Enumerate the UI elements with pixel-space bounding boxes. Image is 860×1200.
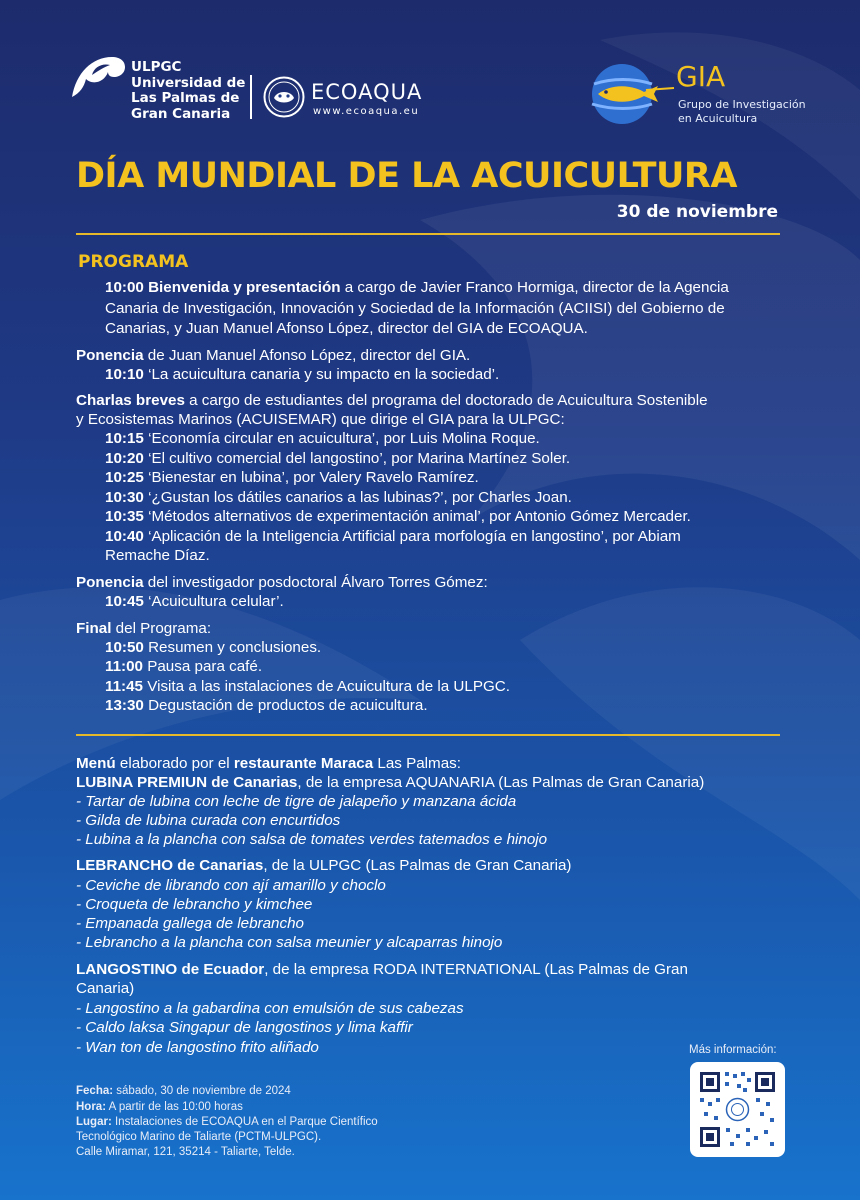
final-text: Pausa para café. [143,658,263,675]
talk-item [105,528,681,547]
ponencia-2-talk [105,593,284,612]
ponencia-1 [76,347,470,366]
ecoaqua-url: www.ecoaqua.eu [313,106,420,117]
lugar-line [76,1115,378,1130]
welcome-line-1 [105,279,729,298]
dish-item: - Gilda de lubina curada con encurtidos [76,812,341,829]
ponencia-1-title: ‘La acuicultura canaria y su impacto en la sociedad’. [143,366,500,383]
logo-divider [250,75,252,119]
final-text: Visita a las instalaciones de Acuicultura de la ULPGC. [143,678,510,695]
dish-item: - Caldo laksa Singapur de langostinos y lima kaffir [76,1019,413,1036]
qr-code-card[interactable] [690,1062,785,1157]
ecoaqua-name: ECOAQUA [311,80,423,104]
fecha-label: Fecha: [76,1085,114,1097]
fecha-value: sábado, 30 de noviembre de 2024 [113,1085,291,1097]
ponencia-2-bold: Ponencia [76,574,144,591]
langostino-bold: LANGOSTINO de Ecuador [76,961,265,978]
talk-item [105,450,570,469]
dish-item: - Lubina a la plancha con salsa de tomates verdes tatemados e hinojo [76,831,548,848]
charlas-line-2: y Ecosistemas Marinos (ACUISEMAR) que dirige el GIA para la ULPGC: [76,411,565,428]
gia-subtitle-line-2: en Acuicultura [678,112,758,125]
talk-text: ‘Economía circular en acuicultura’, por Luis Molina Roque. [143,430,540,447]
hora-line [76,1100,243,1115]
ulpgc-line-2: Universidad de [131,74,246,91]
welcome-line-2: Canaria de Investigación, Innovación y Sociedad de la Información (ACIISI) del Gobierno de [105,300,725,317]
menu-intro-end: Las Palmas: [373,755,461,772]
talk-item [105,489,572,508]
final-time: 13:30 [105,697,144,714]
charlas-bold: Charlas breves [76,392,185,409]
talk-text: ‘Bienestar en lubina’, por Valery Ravelo Ramírez. [143,469,479,486]
welcome-bold: Bienvenida y presentación [148,279,341,296]
final-time: 11:45 [105,678,144,695]
ulpgc-line-4: Gran Canaria [131,105,231,122]
talk-text: ‘Métodos alternativos de experimentación animal’, por Antonio Gómez Mercader. [143,508,691,525]
lubina-rest: , de la empresa AQUANARIA (Las Palmas de Gran Canaria) [297,774,705,791]
title-divider [76,233,780,235]
hora-value: A partir de las 10:00 horas [106,1101,243,1113]
ulpgc-line-1: ULPGC [131,59,182,75]
ponencia-2-title: ‘Acuicultura celular’. [143,593,284,610]
menu-restaurant: restaurante Maraca [233,755,374,772]
ponencia-1-time: 10:10 [105,366,144,383]
gia-fish-globe-icon [588,60,676,128]
hora-label: Hora: [76,1101,107,1113]
dish-item: - Wan ton de langostino frito aliñado [76,1039,319,1056]
ecoaqua-seal-icon [263,76,305,118]
talk-continuation: Remache Díaz. [105,547,210,564]
talk-time: 10:40 [105,528,144,545]
charlas-line-1 [76,392,708,411]
dish-item: - Croqueta de lebrancho y kimchee [76,896,313,913]
final-rest: del Programa: [111,620,212,637]
ponencia-1-talk [105,366,499,385]
talk-time: 10:15 [105,430,144,447]
talk-item [105,469,479,488]
dish-item: - Lebrancho a la plancha con salsa meunier y alcaparras hinojo [76,934,503,951]
final-item [105,697,428,716]
qr-label: Más información: [689,1044,777,1056]
menu-intro-mid: elaborado por el [115,755,234,772]
charlas-rest: a cargo de estudiantes del programa del doctorado de Acuicultura Sostenible [184,392,708,409]
qr-code-icon [690,1062,785,1157]
ulpgc-logo-icon [70,53,126,99]
lugar-label: Lugar: [76,1116,112,1128]
ponencia-2-rest: del investigador posdoctoral Álvaro Torres Gómez: [143,574,488,591]
menu-intro [76,755,461,774]
welcome-line-3: Canarias, y Juan Manuel Afonso López, director del GIA de ECOAQUA. [105,320,588,337]
ponencia-1-rest: de Juan Manuel Afonso López, director del GIA. [143,347,471,364]
final-heading [76,620,211,639]
ponencia-1-bold: Ponencia [76,347,144,364]
ulpgc-line-3: Las Palmas de [131,90,240,106]
langostino-rest: , de la empresa RODA INTERNATIONAL (Las Palmas de Gran [264,961,688,978]
page-title: DÍA MUNDIAL DE LA ACUICULTURA [76,156,737,196]
talk-time: 10:25 [105,469,144,486]
talk-item [105,430,540,449]
menu-intro-bold: Menú [76,755,116,772]
lebrancho-heading [76,857,571,876]
langostino-heading-line-2: Canaria) [76,980,135,997]
lebrancho-bold: LEBRANCHO de Canarias [76,857,264,874]
lebrancho-rest: , de la ULPGC (Las Palmas de Gran Canaria) [263,857,572,874]
welcome-rest: a cargo de Javier Franco Hormiga, director de la Agencia [340,279,729,296]
event-date: 30 de noviembre [616,202,778,222]
lugar-line-3: Calle Miramar, 121, 35214 - Taliarte, Telde. [76,1146,295,1158]
talk-time: 10:20 [105,450,144,467]
lubina-bold: LUBINA PREMIUN de Canarias [76,774,298,791]
dish-item: - Empanada gallega de lebrancho [76,915,304,932]
final-item [105,639,321,658]
langostino-heading [76,961,688,980]
ulpgc-logo-text [131,60,245,122]
dish-item: - Ceviche de librando con ají amarillo y choclo [76,877,386,894]
talk-time: 10:30 [105,489,144,506]
ponencia-2-time: 10:45 [105,593,144,610]
dish-item: - Langostino a la gabardina con emulsión de sus cabezas [76,1000,464,1017]
talk-text: ‘¿Gustan los dátiles canarios a las lubinas?’, por Charles Joan. [143,489,572,506]
final-item [105,678,510,697]
final-bold: Final [76,620,112,637]
talk-time: 10:35 [105,508,144,525]
final-text: Degustación de productos de acuicultura. [143,697,428,714]
menu-divider [76,734,780,736]
welcome-time: 10:00 [105,279,144,296]
programa-heading: PROGRAMA [78,252,189,272]
final-time: 10:50 [105,639,144,656]
dish-item: - Tartar de lubina con leche de tigre de jalapeño y manzana ácida [76,793,517,810]
final-item [105,658,262,677]
ponencia-2 [76,574,488,593]
gia-subtitle [678,98,806,126]
final-time: 11:00 [105,658,144,675]
talk-text: ‘Aplicación de la Inteligencia Artificial para morfología en langostino’, por Abiam [143,528,681,545]
gia-subtitle-line-1: Grupo de Investigación [678,98,806,111]
lugar-value: Instalaciones de ECOAQUA en el Parque Científico [111,1116,378,1128]
gia-name: GIA [676,60,726,93]
final-text: Resumen y conclusiones. [143,639,322,656]
lubina-heading [76,774,704,793]
lugar-line-2: Tecnológico Marino de Taliarte (PCTM-ULPGC). [76,1131,322,1143]
talk-text: ‘El cultivo comercial del langostino’, por Marina Martínez Soler. [143,450,571,467]
talk-item [105,508,691,527]
fecha-line [76,1084,291,1099]
